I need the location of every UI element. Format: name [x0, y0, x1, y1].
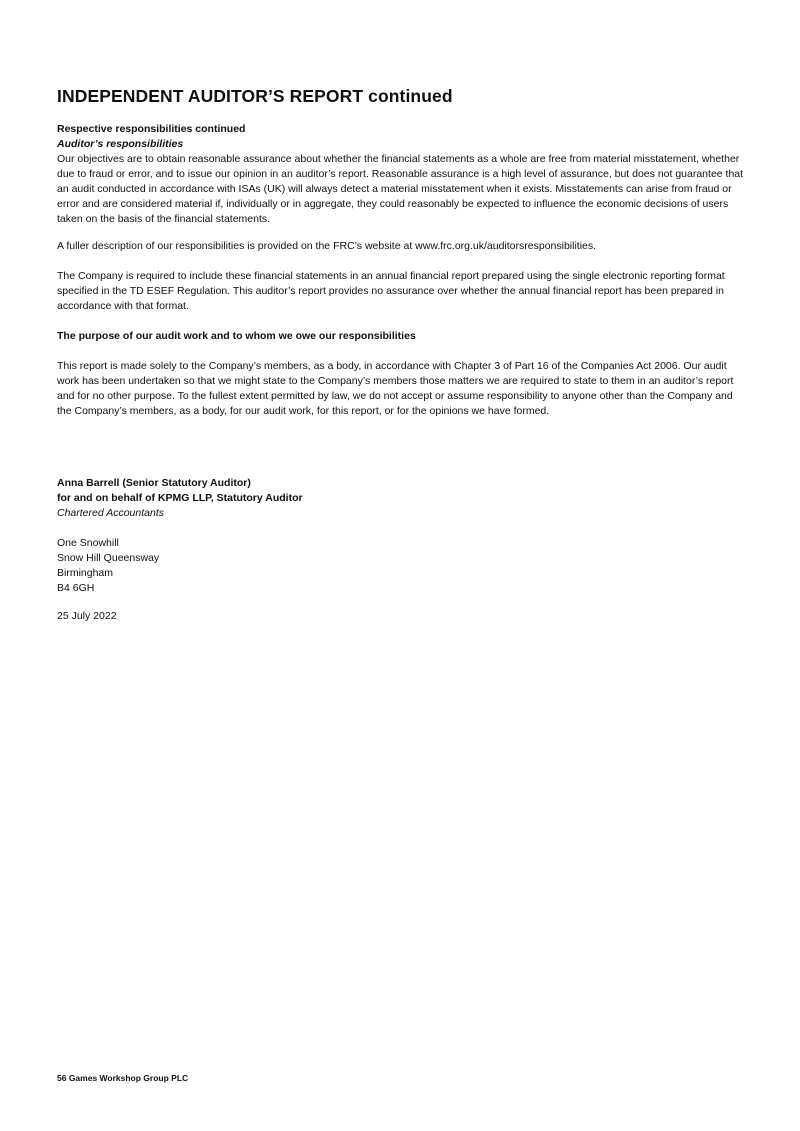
section-heading: Respective responsibilities continued: [57, 123, 246, 135]
purpose-section: [57, 359, 747, 419]
signatory-name: Anna Barrell (Senior Statutory Auditor): [57, 477, 251, 489]
signature-block: [57, 476, 747, 521]
address-block: [57, 536, 747, 596]
objectives-paragraph: Our objectives are to obtain reasonable assurance about whether the financial statements as a whole are free from material misstatement, whether due to fraud or error, and to issue our opinion in an auditor’s report. Reasonable assurance is a high level of assurance, but does not guarantee that an audit conducted in accordance with ISAs (UK) will always detect a material misstatement when it exists. Misstatements can arise from fraud or error and are considered material if, individually or in aggregate, they could reasonably be expected to influence the economic decisions of users taken on the basis of the financial statements.: [57, 153, 744, 225]
esef-section: [57, 269, 747, 314]
respective-responsibilities-section: [57, 122, 747, 227]
esef-paragraph: The Company is required to include these financial statements in an annual financial report prepared using the single electronic reporting format specified in the TD ESEF Regulation. This auditor’s report provides no assurance over whether the annual financial report has been prepared in accordance with that format.: [57, 270, 725, 312]
address-line-4: B4 6GH: [57, 582, 95, 594]
report-date: 25 July 2022: [57, 610, 117, 622]
purpose-heading: The purpose of our audit work and to whom we owe our responsibilities: [57, 330, 416, 342]
purpose-paragraph: This report is made solely to the Company’s members, as a body, in accordance with Chapter 3 of Part 16 of the Companies Act 2006. Our audit work has been undertaken so that we might state to the Company’s members those matters we are required to state to them in an auditor’s report and for no other purpose. To the fullest extent permitted by law, we do not accept or assume responsibility to anyone other than the Company and the Company’s members, as a body, for our audit work, for this report, or for the opinions we have formed.: [57, 360, 734, 417]
address-line-1: One Snowhill: [57, 537, 119, 549]
auditors-responsibilities-subheading: Auditor’s responsibilities: [57, 138, 184, 150]
date-block: [57, 609, 747, 624]
page-footer: 56 Games Workshop Group PLC: [57, 1073, 189, 1083]
fuller-description-paragraph: A fuller description of our responsibilities is provided on the FRC’s website at www.frc.org.uk/auditorsresponsibilities.: [57, 240, 597, 252]
purpose-heading-section: [57, 329, 747, 344]
signatory-role: Chartered Accountants: [57, 507, 165, 519]
fuller-description-section: [57, 239, 747, 254]
signatory-behalf: for and on behalf of KPMG LLP, Statutory Auditor: [57, 492, 303, 504]
page-title: INDEPENDENT AUDITOR’S REPORT continued: [57, 86, 453, 106]
address-line-2: Snow Hill Queensway: [57, 552, 160, 564]
address-line-3: Birmingham: [57, 567, 114, 579]
